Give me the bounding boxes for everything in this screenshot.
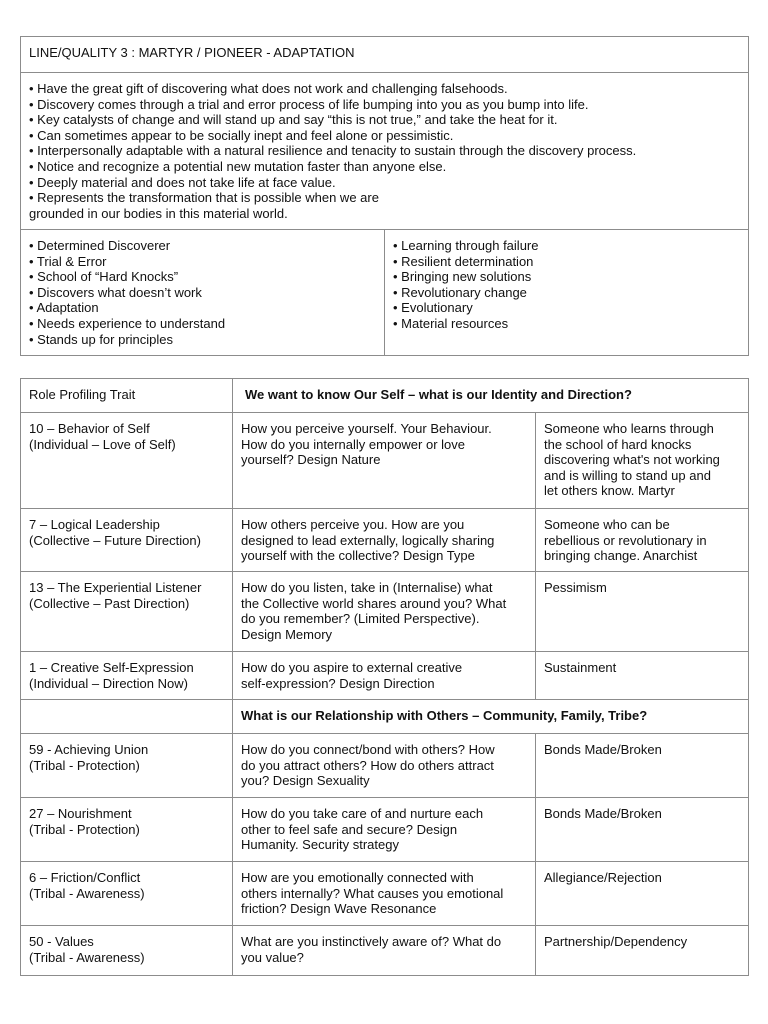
answer-line: Bonds Made/Broken — [544, 806, 662, 821]
trait-line: 6 – Friction/Conflict — [29, 870, 141, 885]
answer-line: Bonds Made/Broken — [544, 742, 662, 757]
description-line: • Have the great gift of discovering what does not work and challenging falsehoods. — [29, 81, 508, 96]
trait-cell — [21, 862, 233, 926]
question-line: friction? Design Wave Resonance — [241, 901, 437, 917]
keyword-item: • Material resources — [393, 315, 509, 331]
question-cell — [233, 798, 536, 862]
answer-cell — [536, 862, 749, 926]
section-header-cell — [233, 700, 749, 734]
question-line: the Collective world shares around you? What — [241, 595, 507, 611]
trait-line: 10 – Behavior of Self — [29, 421, 150, 436]
column-header: Role Profiling Trait — [29, 387, 136, 402]
keyword-item: • Stands up for principles — [29, 331, 174, 347]
answer-cell — [536, 652, 749, 700]
answer-line: let others know. Martyr — [544, 483, 675, 499]
keyword-item: • Discovers what doesn’t work — [29, 284, 202, 300]
trait-cell — [21, 572, 233, 652]
answer-line: Allegiance/Rejection — [544, 870, 662, 885]
description-line: • Discovery comes through a trial and error process of life bumping into you as you bump into life. — [29, 96, 589, 112]
trait-line: (Tribal - Awareness) — [29, 949, 145, 965]
role-profiling-table — [20, 378, 749, 976]
profile-row — [21, 734, 749, 798]
answer-line: discovering what's not working — [544, 452, 720, 468]
trait-cell — [21, 798, 233, 862]
trait-line: 50 - Values — [29, 934, 94, 949]
keywords-right-cell — [385, 230, 749, 356]
question-cell — [233, 734, 536, 798]
keywords-left-cell — [21, 230, 385, 356]
profile-row — [21, 572, 749, 652]
section-header-cell — [233, 379, 749, 413]
description-line: • Represents the transformation that is possible when we are — [29, 190, 379, 206]
answer-line: Partnership/Dependency — [544, 934, 688, 949]
trait-line: 13 – The Experiential Listener — [29, 580, 202, 595]
section-self-header: We want to know Our Self – what is our Identity and Direction? — [245, 387, 632, 402]
answer-line: rebellious or revolutionary in — [544, 532, 707, 548]
question-cell — [233, 572, 536, 652]
answer-line: and is willing to stand up and — [544, 467, 711, 483]
trait-line: (Tribal - Awareness) — [29, 885, 145, 901]
quality-title: LINE/QUALITY 3 : MARTYR / PIONEER - ADAPTATION — [29, 45, 355, 60]
quality-table — [20, 36, 749, 356]
section-others-header: What is our Relationship with Others – Community, Family, Tribe? — [241, 708, 648, 723]
description-line: grounded in our bodies in this material world. — [29, 205, 288, 221]
keyword-item: • Determined Discoverer — [29, 238, 171, 253]
description-line: • Key catalysts of change and will stand up and say “this is not true,” and take the heat for it. — [29, 112, 558, 128]
trait-cell — [21, 413, 233, 509]
question-cell — [233, 652, 536, 700]
trait-cell — [21, 509, 233, 572]
answer-cell — [536, 926, 749, 976]
question-line: Humanity. Security strategy — [241, 837, 399, 853]
keyword-item: • Needs experience to understand — [29, 315, 226, 331]
keyword-item: • Revolutionary change — [393, 284, 527, 300]
question-line: How do you internally empower or love — [241, 436, 465, 452]
trait-line: 59 - Achieving Union — [29, 742, 149, 757]
trait-line: (Collective – Past Direction) — [29, 595, 190, 611]
description-line: • Deeply material and does not take life at face value. — [29, 174, 336, 190]
keyword-item: • Bringing new solutions — [393, 269, 532, 285]
question-line: How are you emotionally connected with — [241, 870, 474, 885]
question-line: yourself? Design Nature — [241, 452, 381, 468]
keyword-item: • Resilient determination — [393, 253, 534, 269]
question-line: How do you take care of and nurture each — [241, 806, 484, 821]
answer-line: bringing change. Anarchist — [544, 548, 698, 564]
answer-line: Sustainment — [544, 660, 617, 675]
quality-title-cell — [21, 37, 749, 73]
empty-cell — [21, 700, 233, 734]
trait-line: 27 – Nourishment — [29, 806, 132, 821]
quality-description-cell — [21, 73, 749, 230]
question-line: other to feel safe and secure? Design — [241, 821, 458, 837]
question-line: yourself with the collective? Design Type — [241, 548, 475, 564]
question-line: How you perceive yourself. Your Behaviour. — [241, 421, 492, 436]
question-line: you value? — [241, 949, 304, 965]
keyword-item: • Learning through failure — [393, 238, 539, 253]
trait-line: 7 – Logical Leadership — [29, 517, 160, 532]
question-line: do you attract others? How do others attract — [241, 757, 494, 773]
question-line: Design Memory — [241, 626, 333, 642]
description-line: • Notice and recognize a potential new mutation faster than anyone else. — [29, 158, 447, 174]
profile-row — [21, 652, 749, 700]
question-line: How others perceive you. How are you — [241, 517, 465, 532]
section-others-row — [21, 700, 749, 734]
trait-line: (Tribal - Protection) — [29, 757, 140, 773]
question-line: How do you connect/bond with others? How — [241, 742, 495, 757]
answer-line: the school of hard knocks — [544, 436, 692, 452]
question-cell — [233, 509, 536, 572]
profile-row — [21, 862, 749, 926]
question-cell — [233, 413, 536, 509]
question-line: What are you instinctively aware of? What do — [241, 934, 502, 949]
question-line: How do you listen, take in (Internalise) what — [241, 580, 493, 595]
answer-cell — [536, 509, 749, 572]
trait-line: (Tribal - Protection) — [29, 821, 140, 837]
question-cell — [233, 862, 536, 926]
trait-cell — [21, 734, 233, 798]
question-line: How do you aspire to external creative — [241, 660, 463, 675]
answer-line: Someone who learns through — [544, 421, 714, 436]
description-line: • Interpersonally adaptable with a natural resilience and tenacity to sustain through the discovery process. — [29, 143, 637, 159]
question-line: self-expression? Design Direction — [241, 675, 435, 691]
header-row — [21, 379, 749, 413]
trait-cell — [21, 652, 233, 700]
profile-row — [21, 509, 749, 572]
profile-row — [21, 926, 749, 976]
trait-cell — [21, 926, 233, 976]
question-line: you? Design Sexuality — [241, 773, 370, 789]
answer-cell — [536, 798, 749, 862]
answer-line: Pessimism — [544, 580, 607, 595]
trait-line: (Individual – Love of Self) — [29, 436, 176, 452]
question-cell — [233, 926, 536, 976]
keyword-item: • Adaptation — [29, 300, 99, 316]
question-line: do you remember? (Limited Perspective). — [241, 611, 480, 627]
profile-row — [21, 798, 749, 862]
column-header-cell — [21, 379, 233, 413]
trait-line: 1 – Creative Self-Expression — [29, 660, 194, 675]
answer-cell — [536, 734, 749, 798]
keyword-item: • School of “Hard Knocks” — [29, 269, 179, 285]
keyword-item: • Evolutionary — [393, 300, 473, 316]
answer-cell — [536, 572, 749, 652]
question-line: others internally? What causes you emotional — [241, 885, 504, 901]
question-line: designed to lead externally, logically sharing — [241, 532, 495, 548]
profile-row — [21, 413, 749, 509]
answer-cell — [536, 413, 749, 509]
answer-line: Someone who can be — [544, 517, 670, 532]
keyword-item: • Trial & Error — [29, 253, 107, 269]
trait-line: (Individual – Direction Now) — [29, 675, 188, 691]
trait-line: (Collective – Future Direction) — [29, 532, 201, 548]
description-line: • Can sometimes appear to be socially inept and feel alone or pessimistic. — [29, 127, 454, 143]
